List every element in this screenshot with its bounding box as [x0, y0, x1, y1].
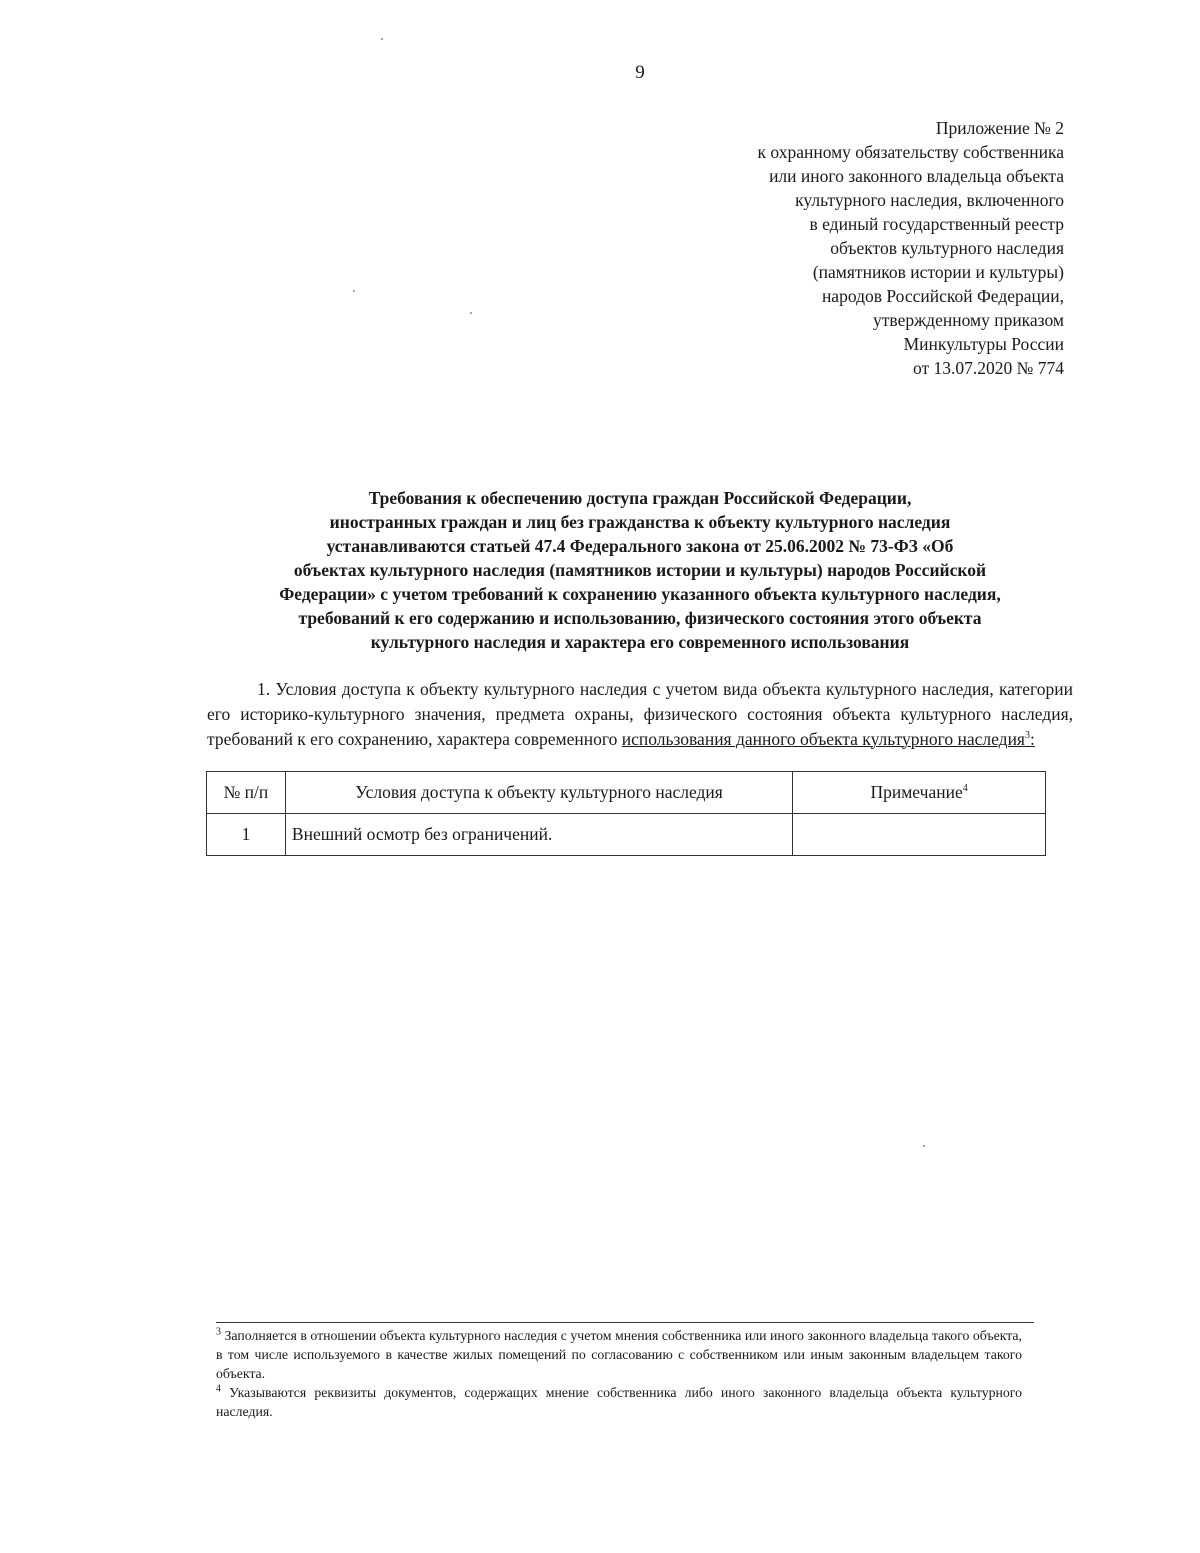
footnote-text: Заполняется в отношении объекта культурного наследия с учетом мнения собственника или иного законного владельца такого объекта, в том числе используемого в качестве жилых помещений по согласованию с собственником или иным законным владельцем такого объекта.	[216, 1328, 1022, 1381]
annex-line: к охранному обязательству собственника	[757, 142, 1064, 162]
title-line: иностранных граждан и лиц без гражданства к объекту культурного наследия	[329, 512, 951, 532]
scan-speck	[353, 290, 355, 292]
title-line: требований к его содержанию и использованию, физического состояния этого объекта	[298, 608, 982, 628]
scan-speck	[923, 1145, 925, 1147]
footnote-ref: 3	[1024, 730, 1030, 742]
footnotes	[216, 1326, 1022, 1421]
header-note	[793, 772, 1046, 814]
header-number: № п/п	[207, 772, 286, 814]
annex-line: народов Российской Федерации,	[821, 286, 1064, 306]
table-row	[207, 814, 1046, 856]
paragraph-end: :	[1029, 729, 1035, 749]
title-line: объектах культурного наследия (памятников истории и культуры) народов Российской	[293, 560, 987, 580]
annex-line: от 13.07.2020 № 774	[913, 358, 1064, 378]
page-number: 9	[635, 62, 645, 83]
header-conditions: Условия доступа к объекту культурного наследия	[285, 772, 792, 814]
section-paragraph	[207, 677, 1073, 752]
annex-header	[544, 116, 1064, 380]
annex-line: (памятников истории и культуры)	[812, 262, 1064, 282]
footnote-divider	[216, 1322, 1034, 1323]
annex-line: Приложение № 2	[935, 118, 1064, 138]
cell-note	[793, 814, 1046, 856]
footnote	[216, 1326, 1022, 1383]
paragraph-underlined-text: использования данного объекта культурного наследия	[621, 729, 1025, 749]
scan-speck	[470, 312, 472, 314]
title-line: Федерации» с учетом требований к сохранению указанного объекта культурного наследия,	[279, 584, 1001, 604]
annex-line: Минкультуры России	[903, 334, 1064, 354]
scan-speck	[381, 38, 383, 40]
table-header-row	[207, 772, 1046, 814]
document-title	[200, 486, 1080, 654]
annex-line: утвержденному приказом	[873, 310, 1064, 330]
cell-number: 1	[207, 814, 286, 856]
annex-line: культурного наследия, включенного	[795, 190, 1064, 210]
title-line: Требования к обеспечению доступа граждан Российской Федерации,	[368, 488, 912, 508]
annex-line: в единый государственный реестр	[809, 214, 1064, 234]
annex-line: или иного законного владельца объекта	[769, 166, 1064, 186]
annex-line: объектов культурного наследия	[830, 238, 1064, 258]
title-line: устанавливаются статьей 47.4 Федерального закона от 25.06.2002 № 73-ФЗ «Об	[326, 536, 954, 556]
title-line: культурного наследия и характера его современного использования	[370, 632, 910, 652]
footnote-text: Указываются реквизиты документов, содержащих мнение собственника либо иного законного владельца объекта культурного наследия.	[216, 1385, 1022, 1419]
footnote-number: 3	[216, 1326, 221, 1338]
paragraph-text: 1. Условия доступа к объекту культурного наследия с учетом вида объекта культурного наследия, категории его историко-культурного значения, предмета охраны, физического состояния объекта культурного наследия, требований к его сохранению, характера современного	[207, 679, 1073, 749]
header-note-label: Примечание	[870, 782, 963, 802]
footnote	[216, 1383, 1022, 1421]
access-conditions-table	[206, 771, 1046, 856]
cell-conditions: Внешний осмотр без ограничений.	[285, 814, 792, 856]
footnote-ref: 4	[962, 783, 968, 795]
footnote-number: 4	[216, 1383, 221, 1395]
